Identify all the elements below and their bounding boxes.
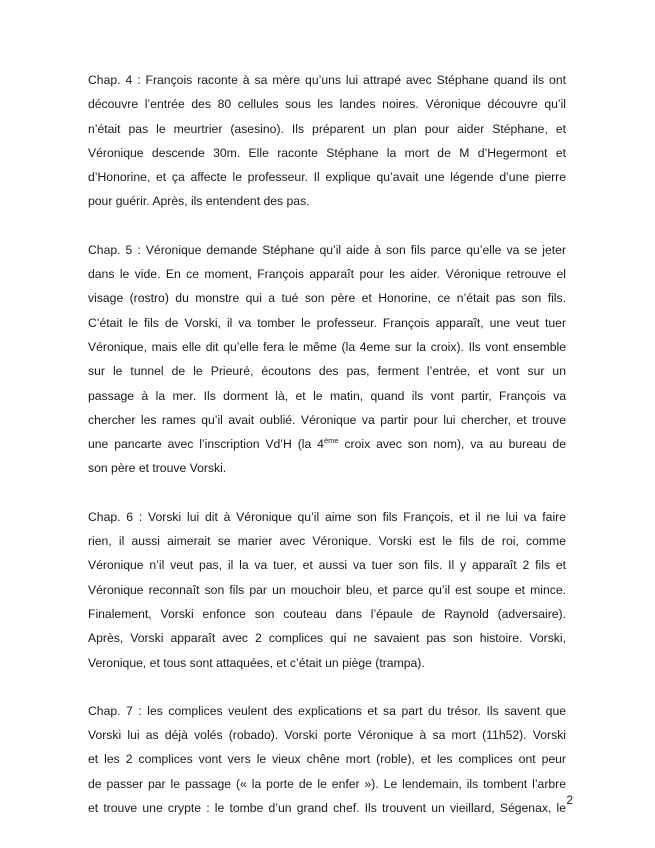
text-line: Chap. 4 : François raconte à sa mère qu’uns lui attrapé avec Stéphane quand ils ont xyxy=(88,73,566,87)
text-line: Chap. 6 : Vorski lui dit à Véronique qu’il aime son fils François, et il ne lui va faire xyxy=(88,509,566,524)
text-line: Véronique descende 30m. Elle raconte Stéphane la mort de M d’Hegermont et xyxy=(88,145,566,160)
text-fragment: croix avec son nom), va au bureau de xyxy=(338,437,566,452)
paragraph-chap-7 xyxy=(88,699,566,820)
text-line: C’était le fils de Vorski, il va tomber le professeur. François apparaît, une veut tuer xyxy=(88,315,566,330)
text-line: de passer par le passage (« la porte de le enfer »). Le lendemain, ils tombent l’arbre xyxy=(88,776,566,791)
text-line: Véronique, mais elle dit qu’elle fera le même (la 4eme sur la croix). Ils vont ensemble xyxy=(88,339,566,354)
text-line: Véronique n’il veut pas, il la va tuer, et aussi va tuer son fils. Il y apparaît 2 fils et xyxy=(88,558,566,573)
text-line: découvre l’entrée des 80 cellules sous les landes noires. Véronique découvre qu’il xyxy=(88,97,566,112)
text-line: Chap. 7 : les complices veulent des explications et sa part du trésor. Ils savent que xyxy=(88,703,566,718)
paragraph-chap-6 xyxy=(88,505,566,675)
text-line: Véronique reconnaît son fils par un mouchoir bleu, et parce qu’il est soupe et mince. xyxy=(88,582,566,597)
document-body xyxy=(88,68,566,820)
text-line: pour guérir. Après, ils entendent des pas. xyxy=(88,194,310,209)
text-line-with-superscript xyxy=(88,432,566,456)
text-line: passage à la mer. Ils dorment là, et le matin, quand ils vont partir, François va xyxy=(88,388,566,403)
text-line: dans le vide. En ce moment, François apparaît pour les aider. Véronique retrouve el xyxy=(88,267,566,282)
text-line: son père et trouve Vorski. xyxy=(88,461,227,476)
text-line: sur le tunnel de le Prieuré, écoutons des pas, ferment l’entrée, et vont sur un xyxy=(88,364,566,379)
text-line: chercher les rames qu’il avait oublié. Véronique va partir pour lui chercher, et trouve xyxy=(88,412,566,427)
text-line: Finalement, Vorski enfonce son couteau dans l’épaule de Raynold (adversaire). xyxy=(88,606,566,621)
text-line: Vorski lui as déjà volés (robado). Vorski porte Véronique à sa mort (11h52). Vorski xyxy=(88,728,566,743)
text-line: rien, il aussi aimerait se marier avec Véronique. Vorski est le fils de roi, comme xyxy=(88,534,566,549)
page-number: 2 xyxy=(566,793,573,807)
text-line: Chap. 5 : Véronique demande Stéphane qu’il aide à son fils parce qu’elle va se jeter xyxy=(88,242,566,257)
text-line: Veronique, et tous sont attaquées, et c’était un piège (trampa). xyxy=(88,655,425,670)
text-line: et trouve une crypte : le tombe d’un grand chef. Ils trouvent un vieillard, Ségenax, le xyxy=(88,801,566,816)
paragraph-chap-5 xyxy=(88,238,566,481)
superscript-text: ème xyxy=(323,436,339,446)
text-line: visage (rostro) du monstre qui a tué son père et Honorine, ce n’était pas son fils. xyxy=(88,291,566,306)
text-line: d’Honorine, et ça affecte le professeur. Il explique qu’avait une légende d’une pierre xyxy=(88,170,566,185)
text-line: Après, Vorski apparaît avec 2 complices qui ne savaient pas son histoire. Vorski, xyxy=(88,631,566,646)
paragraph-chap-4 xyxy=(88,68,566,214)
text-fragment: une pancarte avec l’inscription Vd’H (la 4 xyxy=(88,437,324,452)
text-line: et les 2 complices vont vers le vieux chêne mort (roble), et les complices ont peur xyxy=(88,752,566,767)
text-line: n’était pas le meurtrier (asesino). Ils préparent un plan pour aider Stéphane, et xyxy=(88,121,566,136)
